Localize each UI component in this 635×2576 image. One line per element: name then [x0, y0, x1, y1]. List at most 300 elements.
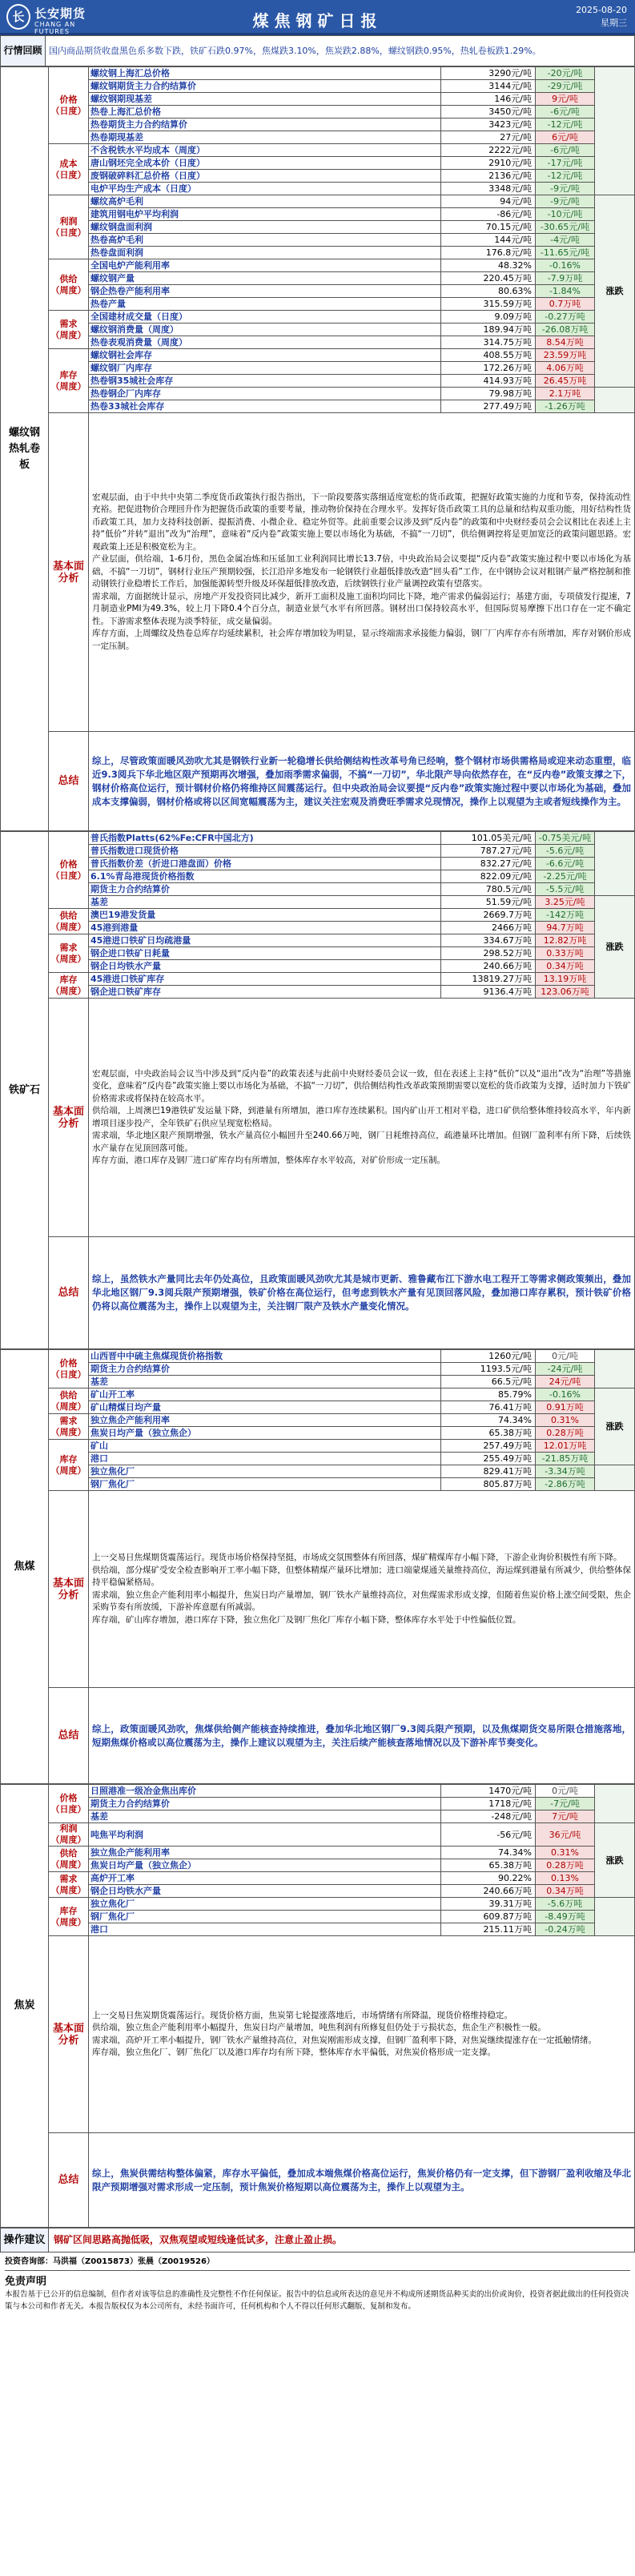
- indicator-change: -17元/吨: [536, 157, 595, 170]
- analysis-paragraph: 供给端，上周澳巴19港铁矿发运量下降，到港量有所增加，港口库存连续累积。国内矿山开工相对平稳，进口矿供给整体维持较高水平，年内新增项目逐步投产，全年铁矿石供应呈现宽松格局。: [92, 1106, 631, 1128]
- indicator-change: -142万吨: [536, 909, 595, 922]
- indicator-name: 螺纹钢产量: [89, 272, 441, 285]
- indicator-value: 220.45万吨: [441, 272, 536, 285]
- indicator-change: -26.08万吨: [536, 324, 595, 336]
- indicator-value: 70.15元/吨: [441, 221, 536, 234]
- data-row: [1, 986, 635, 999]
- indicator-change: -12元/吨: [536, 170, 595, 183]
- direction-label: 涨跌: [595, 1388, 635, 1465]
- group-label-profit: 利润 （周度）: [49, 1823, 89, 1847]
- indicator-value: 1718元/吨: [441, 1798, 536, 1810]
- data-row: [1, 1478, 635, 1491]
- data-row: [1, 1810, 635, 1823]
- group-label-inventory: 库存 （周度）: [49, 973, 89, 999]
- direction-column-bottom: [595, 1465, 635, 1491]
- logo-en: CHANG AN FUTURES: [34, 21, 76, 35]
- indicator-value: 48.32%: [441, 259, 536, 272]
- direction-label: 涨跌: [595, 195, 635, 388]
- recap-text: 国内商品期货收盘黑色系多数下跌，铁矿石跌0.97%，焦煤跌3.10%，焦炭跌2.88%，螺纹钢跌0.95%，热轧卷板跌1.29%。: [46, 36, 635, 66]
- analysis-paragraph: 库存端，独立焦化厂、钢厂焦化厂以及港口库存均有所下降，整体库存水平偏低，对焦炭价格形成一定支撑。: [92, 2048, 496, 2057]
- indicator-name: 吨焦平均利润: [89, 1823, 441, 1847]
- ore-table: [0, 831, 635, 1349]
- indicator-change: 26.45万吨: [536, 375, 595, 388]
- indicator-value: 609.87万吨: [441, 1911, 536, 1923]
- indicator-name: 矿山精煤日均产量: [89, 1401, 441, 1414]
- indicator-name: 普氏指数价差（折进口港盘面）价格: [89, 858, 441, 870]
- coke-section-label: 焦煤: [1, 1350, 49, 1784]
- operation-text: 钢矿区间思路高抛低吸，双焦观望或短线逢低试多，注意止盈止损。: [49, 2228, 635, 2252]
- indicator-change: 8.54万吨: [536, 336, 595, 349]
- direction-column-top: [595, 67, 635, 195]
- indicator-value: 2222元/吨: [441, 144, 536, 157]
- data-row: [1, 1350, 635, 1363]
- indicator-value: 787.27元/吨: [441, 845, 536, 858]
- disclaimer-text: 本报告基于已公开的信息编制，但作者对该等信息的准确性及完整性不作任何保证。报告中的信息或所表达的意见并不构成所述期货品种买卖的出价或询价，投资者据此做出的任何投资决策与本公司和作者无关。本报告版权仅为本公司所有，未经书面许可，任何机构和个人不得以任何形式翻版、复制和发布。: [5, 2290, 629, 2311]
- data-row: [1, 247, 635, 259]
- indicator-change: 0.34万吨: [536, 1885, 595, 1898]
- indicator-change: 0.91万吨: [536, 1401, 595, 1414]
- data-row: [1, 1376, 635, 1388]
- indicator-change: -0.16%: [536, 259, 595, 272]
- data-row: [1, 1388, 635, 1401]
- data-row: [1, 400, 635, 413]
- indicator-name: 螺纹钢社会库存: [89, 349, 441, 362]
- indicator-name: 钢企进口铁矿日耗量: [89, 947, 441, 960]
- indicator-change: -9元/吨: [536, 195, 595, 208]
- sections-container: [0, 66, 635, 2228]
- indicator-value: 51.59元/吨: [441, 896, 536, 909]
- group-label-demand: 需求 （周度）: [49, 311, 89, 349]
- indicator-value: 90.22%: [441, 1872, 536, 1885]
- indicator-value: 277.49万吨: [441, 400, 536, 413]
- indicator-change: -9元/吨: [536, 183, 595, 195]
- indicator-value: 79.98万吨: [441, 388, 536, 400]
- indicator-change: -5.6万吨: [536, 1898, 595, 1911]
- indicator-name: 热卷期货主力合约结算价: [89, 119, 441, 131]
- analysis-paragraph: 上一交易日焦煤期货震荡运行。现货市场价格保持坚挺，市场成交氛围整体有所回落，煤矿精煤库存小幅下降，下游企业询价积极性有所下降。: [92, 1553, 622, 1562]
- indicator-change: -8.49万吨: [536, 1911, 595, 1923]
- analysis-paragraph: 产业层面，供给端，1-6月份，黑色金属冶炼和压延加工业利润同比增长13.7倍，中央政治局会议要提“反内卷”政策实施过程中要以市场化为基础，不搞“一刀切”，钢材行业压产预期较强，长江沿岸多地发布一轮钢铁行业超低排放改造“回头看”工作，在中钢协会议对粗钢产量严格控制和推动钢铁行业稳增长工作后，加强能源转型升级及环保超低排放改造，后续钢铁行业产量调控政策有望落实。: [92, 554, 631, 589]
- group-label-price: 价格 （日度）: [49, 832, 89, 909]
- data-row: [1, 106, 635, 119]
- indicator-value: 255.49万吨: [441, 1453, 536, 1465]
- indicator-change: 0.33万吨: [536, 947, 595, 960]
- indicator-name: 独立焦化厂: [89, 1465, 441, 1478]
- coal-section-label: 焦炭: [1, 1785, 49, 2228]
- indicator-change: -6元/吨: [536, 106, 595, 119]
- data-row: [1, 1798, 635, 1810]
- direction-column-top: [595, 832, 635, 896]
- data-row: [1, 1898, 635, 1911]
- analysis-paragraph: 需求端，方面据统计显示，房地产开发投资同比减少，新开工面积及施工面积均同比下降，地产需求仍偏弱运行；基建方面，专项债发行提速，7月制造业PMI为49.3%，较上月下降0.4个百分点，制造业景气水平有所回落。钢材出口保持较高水平，但国际贸易摩擦下出口存在一定不确定性。下游需求整体表现为淡季特征，成交量偏弱。: [92, 591, 631, 626]
- indicator-change: 12.82万吨: [536, 934, 595, 947]
- data-row: [1, 1885, 635, 1898]
- direction-column-bottom: [595, 388, 635, 413]
- indicator-name: 螺纹钢期货主力合约结算价: [89, 80, 441, 93]
- indicator-value: 780.5元/吨: [441, 883, 536, 896]
- indicator-change: -11.65元/吨: [536, 247, 595, 259]
- indicator-value: 832.27元/吨: [441, 858, 536, 870]
- indicator-name: 钢企进口铁矿库存: [89, 986, 441, 999]
- indicator-change: 0元/吨: [536, 1785, 595, 1798]
- analysis-paragraph: 需求端，华北地区限产预期增强，铁水产量高位小幅回升至240.66万吨，钢厂日耗维持高位，疏港量环比增加。但钢厂盈利率有所下降，后续铁水产量存在见顶回落可能。: [92, 1131, 631, 1153]
- indicator-name: 热卷上海汇总价格: [89, 106, 441, 119]
- indicator-value: 414.93万吨: [441, 375, 536, 388]
- indicator-name: 独立焦企产能利用率: [89, 1414, 441, 1427]
- coke-table: [0, 1349, 635, 1784]
- indicator-value: 2136元/吨: [441, 170, 536, 183]
- indicator-change: 0.7万吨: [536, 298, 595, 311]
- indicator-name: 钢企热卷产能利用率: [89, 285, 441, 298]
- indicator-name: 港口: [89, 1453, 441, 1465]
- data-row: [1, 67, 635, 80]
- indicator-name: 45港到港量: [89, 922, 441, 934]
- indicator-name: 矿山: [89, 1440, 441, 1453]
- indicator-name: 港口: [89, 1923, 441, 1936]
- indicator-name: 期货主力合约结算价: [89, 883, 441, 896]
- indicator-value: 76.41万吨: [441, 1401, 536, 1414]
- operation-table: [0, 2228, 635, 2252]
- analysis-paragraph: 需求端，独立焦企产能利用率小幅提升，焦炭日均产量增加，钢厂铁水产量维持高位，对焦煤需求形成支撑，但随着焦炭价格上涨空间受限，焦企采购节奏有所放缓，下游补库意愿有所减弱。: [92, 1589, 631, 1612]
- indicator-name: 热卷盘面利润: [89, 247, 441, 259]
- coal-summary-body: 综上，焦炭供需结构整体偏紧，库存水平偏低，叠加成本端焦煤价格高位运行，焦炭价格仍有一定支撑，但下游钢厂盈利收缩及华北限产预期增强对需求形成一定压制，预计焦炭价格短期以高位震荡为主，操作上以观望为主。: [89, 2133, 635, 2228]
- indicator-value: 3423元/吨: [441, 119, 536, 131]
- indicator-name: 基差: [89, 896, 441, 909]
- indicator-change: 0.13%: [536, 1872, 595, 1885]
- indicator-name: 澳巴19港发货量: [89, 909, 441, 922]
- indicator-name: 螺纹钢厂内库存: [89, 362, 441, 375]
- indicator-value: 1470元/吨: [441, 1785, 536, 1798]
- group-label-demand: 需求 （周度）: [49, 1872, 89, 1898]
- group-label-supply: 供给 （周度）: [49, 1388, 89, 1414]
- indicator-value: 298.52万吨: [441, 947, 536, 960]
- indicator-value: 189.94万吨: [441, 324, 536, 336]
- data-row: [1, 883, 635, 896]
- data-row: [1, 195, 635, 208]
- indicator-value: 408.55万吨: [441, 349, 536, 362]
- data-row: [1, 909, 635, 922]
- ore-section-label: 铁矿石: [1, 832, 49, 1349]
- indicator-name: 焦炭日均产量（独立焦企）: [89, 1427, 441, 1440]
- data-row: [1, 208, 635, 221]
- indicator-name: 不含税铁水平均成本（周度）: [89, 144, 441, 157]
- indicator-change: -0.75美元/吨: [536, 832, 595, 845]
- indicator-change: 7元/吨: [536, 1810, 595, 1823]
- data-row: [1, 119, 635, 131]
- indicator-value: 1193.5元/吨: [441, 1363, 536, 1376]
- group-label-profit: 利润 （日度）: [49, 195, 89, 259]
- indicator-change: -5.5元/吨: [536, 883, 595, 896]
- direction-column-top: [595, 1785, 635, 1823]
- indicator-value: -86元/吨: [441, 208, 536, 221]
- data-row: [1, 1363, 635, 1376]
- indicator-name: 热卷33城社会库存: [89, 400, 441, 413]
- analysis-paragraph: 库存方面，上周螺纹及热卷总库存均延续累积，社会库存增加较为明显，显示终端需求承接能力偏弱，钢厂厂内库存亦有所增加，库存对钢价形成一定压制。: [92, 629, 631, 651]
- indicator-name: 建筑用钢电炉平均利润: [89, 208, 441, 221]
- data-row: [1, 845, 635, 858]
- data-row: [1, 170, 635, 183]
- indicator-value: 240.66万吨: [441, 1885, 536, 1898]
- group-label-price: 价格 （日度）: [49, 67, 89, 144]
- data-row: [1, 1440, 635, 1453]
- group-label-supply: 供给 （周度）: [49, 259, 89, 311]
- analysis-paragraph: 库存方面，港口库存及钢厂进口矿库存均有所增加，整体库存水平较高，对矿价形成一定压制。: [92, 1155, 445, 1165]
- indicator-value: 65.38万吨: [441, 1427, 536, 1440]
- coke-analysis-body: [89, 1491, 635, 1688]
- data-row: [1, 1414, 635, 1427]
- indicator-value: 85.79%: [441, 1388, 536, 1401]
- data-row: [1, 1911, 635, 1923]
- indicator-name: 热卷钢企厂内库存: [89, 388, 441, 400]
- analysis-paragraph: 供给端，部分煤矿受安全检查影响开工率小幅下降，但整体精煤产量环比增加；进口端蒙煤通关量维持高位，海运煤到港量有所减少，供给整体保持平稳偏紧格局。: [92, 1565, 631, 1587]
- data-row: [1, 1872, 635, 1885]
- indicator-value: 334.67万吨: [441, 934, 536, 947]
- indicator-value: 3144元/吨: [441, 80, 536, 93]
- indicator-change: -1.84%: [536, 285, 595, 298]
- indicator-name: 期货主力合约结算价: [89, 1363, 441, 1376]
- indicator-name: 6.1%青岛港现货价格指数: [89, 870, 441, 883]
- indicator-value: 240.66万吨: [441, 960, 536, 973]
- indicator-value: 146元/吨: [441, 93, 536, 106]
- group-label-cost: 成本 （日度）: [49, 144, 89, 195]
- indicator-value: 315.59万吨: [441, 298, 536, 311]
- data-row: [1, 131, 635, 144]
- indicator-change: 94.7万吨: [536, 922, 595, 934]
- indicator-value: 215.11万吨: [441, 1923, 536, 1936]
- indicator-change: -7.9万吨: [536, 272, 595, 285]
- indicator-name: 热卷产量: [89, 298, 441, 311]
- data-row: [1, 1785, 635, 1798]
- indicator-name: 期货主力合约结算价: [89, 1798, 441, 1810]
- indicator-value: 172.26万吨: [441, 362, 536, 375]
- indicator-change: -12元/吨: [536, 119, 595, 131]
- indicator-change: 9元/吨: [536, 93, 595, 106]
- indicator-name: 热卷钢35城社会库存: [89, 375, 441, 388]
- analysis-paragraph: 需求端，高炉开工率小幅提升，钢厂铁水产量维持高位，对焦炭刚需形成支撑，但钢厂盈利率下降，对焦炭继续提涨存在一定抵触情绪。: [92, 2035, 597, 2045]
- indicator-change: -24元/吨: [536, 1363, 595, 1376]
- indicator-value: 94元/吨: [441, 195, 536, 208]
- data-row: [1, 1427, 635, 1440]
- data-row: [1, 1401, 635, 1414]
- indicator-change: 0.34万吨: [536, 960, 595, 973]
- logo-cn: 长安期货: [34, 6, 86, 21]
- data-row: [1, 349, 635, 362]
- operation-label: 操作建议: [1, 2228, 49, 2252]
- indicator-change: -20元/吨: [536, 67, 595, 80]
- group-label-price: 价格 （日度）: [49, 1785, 89, 1823]
- indicator-value: 314.75万吨: [441, 336, 536, 349]
- data-row: [1, 80, 635, 93]
- recap-table: [0, 35, 635, 66]
- indicator-name: 45港进口铁矿日均疏港量: [89, 934, 441, 947]
- indicator-value: 3450元/吨: [441, 106, 536, 119]
- indicator-name: 螺纹钢消费量（周度）: [89, 324, 441, 336]
- report-date: [576, 4, 627, 30]
- indicator-value: -56元/吨: [441, 1823, 536, 1847]
- coal-analysis-body: [89, 1936, 635, 2133]
- group-label-inventory: 库存 （周度）: [49, 1898, 89, 1936]
- indicator-change: -29元/吨: [536, 80, 595, 93]
- analysis-paragraph: 供给端，独立焦企产能利用率小幅提升，焦炭日均产量增加，吨焦利润有所修复但仍处于亏损状态，焦企生产积极性一般。: [92, 2023, 546, 2032]
- indicator-change: 0.28万吨: [536, 1859, 595, 1872]
- indicator-change: -21.85万吨: [536, 1453, 595, 1465]
- data-row: [1, 1465, 635, 1478]
- data-row: [1, 388, 635, 400]
- rebar-table: [0, 66, 635, 831]
- rebar-summary-label: 总结: [49, 732, 89, 831]
- indicator-name: 废钢破碎料汇总价格（日度）: [89, 170, 441, 183]
- indicator-change: -6元/吨: [536, 144, 595, 157]
- indicator-change: -6.6元/吨: [536, 858, 595, 870]
- indicator-change: 0.28万吨: [536, 1427, 595, 1440]
- direction-label: 涨跌: [595, 896, 635, 999]
- data-row: [1, 259, 635, 272]
- indicator-change: -0.27万吨: [536, 311, 595, 324]
- indicator-name: 基差: [89, 1810, 441, 1823]
- coke-summary-body: 综上，政策面暖风劲吹，焦煤供给侧产能核查持续推进，叠加华北地区钢厂9.3阅兵限产预期，以及焦煤期货交易所限仓措施落地，短期焦煤价格或以高位震荡为主，操作上建议以观望为主，关注后续产能核查落地情况以及下游补库节奏变化。: [89, 1688, 635, 1784]
- indicator-name: 基差: [89, 1376, 441, 1388]
- group-label-inventory: 库存 （周度）: [49, 1440, 89, 1491]
- indicator-change: -30.65元/吨: [536, 221, 595, 234]
- indicator-value: 822.09元/吨: [441, 870, 536, 883]
- indicator-name: 焦炭日均产量（独立焦企）: [89, 1859, 441, 1872]
- data-row: [1, 1847, 635, 1859]
- indicator-change: 123.06万吨: [536, 986, 595, 999]
- indicator-change: 0元/吨: [536, 1350, 595, 1363]
- analysis-paragraph: 库存端，矿山库存增加，港口库存下降，独立焦化厂及钢厂焦化厂库存小幅下降，整体库存水平处于中性偏低位置。: [92, 1614, 521, 1625]
- direction-column-bottom: [595, 1898, 635, 1936]
- data-row: [1, 298, 635, 311]
- data-row: [1, 362, 635, 375]
- indicator-name: 日照港准一级冶金焦出库价: [89, 1785, 441, 1798]
- group-label-demand: 需求 （周度）: [49, 1414, 89, 1440]
- indicator-value: -248元/吨: [441, 1810, 536, 1823]
- indicator-name: 螺纹钢盘面利润: [89, 221, 441, 234]
- indicator-value: 13819.27万吨: [441, 973, 536, 986]
- data-row: [1, 960, 635, 973]
- indicator-value: 101.05美元/吨: [441, 832, 536, 845]
- indicator-name: 唐山钢坯完全成本价（日度）: [89, 157, 441, 170]
- indicator-name: 山西晋中中硫主焦煤现货价格指数: [89, 1350, 441, 1363]
- rebar-analysis-label: 基本面 分析: [49, 413, 89, 732]
- data-row: [1, 93, 635, 106]
- rebar-analysis-body: [89, 413, 635, 732]
- analysis-paragraph: 宏观层面，由于中共中央第二季度货币政策执行报告指出，下一阶段要落实落细适度宽松的货币政策，把握好政策实施的力度和节奏，保持流动性充裕。把促进物价合理回升作为把握货币政策的重要考量，推动物价保持在合理水平。发挥好货币政策工具的总量和结构双重功能，用好结构性货币政策工具，加力支持科技创新、提振消费、小微企业、稳定外贸等。此前重要会议涉及到“反内卷”的政策和中央财经委员会会议相比在表述上主持“低价”并转“退出”改为“治理”，意味着“反内卷”政策实施上要以市场化为基础，不搞“一刀切”，供给侧调控将是更加宽泛的政策问题思路。宏观政策上还是积极宽松为主。: [92, 492, 631, 552]
- group-label-supply: 供给 （周度）: [49, 1847, 89, 1872]
- data-row: [1, 144, 635, 157]
- data-row: [1, 234, 635, 247]
- data-row: [1, 922, 635, 934]
- coal-summary-label: 总结: [49, 2133, 89, 2228]
- indicator-value: 1260元/吨: [441, 1350, 536, 1363]
- group-label-supply: 供给 （周度）: [49, 909, 89, 934]
- indicator-change: -5.6元/吨: [536, 845, 595, 858]
- data-row: [1, 285, 635, 298]
- group-label-demand: 需求 （周度）: [49, 934, 89, 973]
- data-row: [1, 311, 635, 324]
- report-title: 煤焦钢矿日报: [252, 11, 383, 30]
- indicator-name: 独立焦化厂: [89, 1898, 441, 1911]
- data-row: [1, 947, 635, 960]
- indicator-name: 钢厂焦化厂: [89, 1911, 441, 1923]
- indicator-name: 独立焦企产能利用率: [89, 1847, 441, 1859]
- logo-icon: 长: [6, 4, 30, 30]
- indicator-value: 257.49万吨: [441, 1440, 536, 1453]
- data-row: [1, 973, 635, 986]
- data-row: [1, 272, 635, 285]
- indicator-change: 4.06万吨: [536, 362, 595, 375]
- indicator-change: -3.34万吨: [536, 1465, 595, 1478]
- indicator-change: -0.24万吨: [536, 1923, 595, 1936]
- indicator-name: 螺纹钢上海汇总价格: [89, 67, 441, 80]
- direction-label: 涨跌: [595, 1823, 635, 1898]
- coal-analysis-label: 基本面 分析: [49, 1936, 89, 2133]
- indicator-value: 3290元/吨: [441, 67, 536, 80]
- indicator-value: 805.87万吨: [441, 1478, 536, 1491]
- indicator-change: -2.25元/吨: [536, 870, 595, 883]
- weekday-text: 星期三: [601, 18, 627, 28]
- coke-analysis-label: 基本面 分析: [49, 1491, 89, 1688]
- indicator-change: -4元/吨: [536, 234, 595, 247]
- indicator-value: 2466万吨: [441, 922, 536, 934]
- data-row: [1, 1823, 635, 1847]
- indicator-value: 2669.7万吨: [441, 909, 536, 922]
- data-row: [1, 221, 635, 234]
- indicator-value: 65.38万吨: [441, 1859, 536, 1872]
- indicator-value: 39.31万吨: [441, 1898, 536, 1911]
- data-row: [1, 375, 635, 388]
- indicator-name: 全国电炉产能利用率: [89, 259, 441, 272]
- data-row: [1, 157, 635, 170]
- indicator-change: 3.25元/吨: [536, 896, 595, 909]
- data-row: [1, 1859, 635, 1872]
- indicator-change: -7元/吨: [536, 1798, 595, 1810]
- group-label-inventory: 库存 （周度）: [49, 349, 89, 413]
- indicator-change: 0.31%: [536, 1847, 595, 1859]
- indicator-change: 2.1万吨: [536, 388, 595, 400]
- data-row: [1, 858, 635, 870]
- indicator-value: 27元/吨: [441, 131, 536, 144]
- indicator-change: 24元/吨: [536, 1376, 595, 1388]
- data-row: [1, 934, 635, 947]
- indicator-change: -1.26万吨: [536, 400, 595, 413]
- indicator-value: 829.41万吨: [441, 1465, 536, 1478]
- indicator-change: 0.31%: [536, 1414, 595, 1427]
- group-label-price: 价格 （日度）: [49, 1350, 89, 1388]
- indicator-name: 钢企日均铁水产量: [89, 960, 441, 973]
- indicator-change: -0.16%: [536, 1388, 595, 1401]
- data-row: [1, 183, 635, 195]
- indicator-value: 3348元/吨: [441, 183, 536, 195]
- data-row: [1, 1453, 635, 1465]
- indicator-name: 矿山开工率: [89, 1388, 441, 1401]
- indicator-name: 电炉平均生产成本（日度）: [89, 183, 441, 195]
- indicator-change: -10元/吨: [536, 208, 595, 221]
- analyst-line: 投资咨询部：马洪福（Z0015873）张晨（Z0019526）: [5, 2256, 630, 2271]
- recap-label: 行情回顾: [1, 36, 46, 66]
- indicator-name: 钢厂焦化厂: [89, 1478, 441, 1491]
- indicator-value: 9136.4万吨: [441, 986, 536, 999]
- ore-summary-label: 总结: [49, 1237, 89, 1349]
- indicator-value: 66.5元/吨: [441, 1376, 536, 1388]
- indicator-name: 普氏指数进口现货价格: [89, 845, 441, 858]
- indicator-value: 9.09万吨: [441, 311, 536, 324]
- ore-analysis-body: [89, 999, 635, 1237]
- indicator-change: 23.59万吨: [536, 349, 595, 362]
- indicator-name: 螺纹高炉毛利: [89, 195, 441, 208]
- indicator-value: 176.8元/吨: [441, 247, 536, 259]
- indicator-name: 45港进口铁矿库存: [89, 973, 441, 986]
